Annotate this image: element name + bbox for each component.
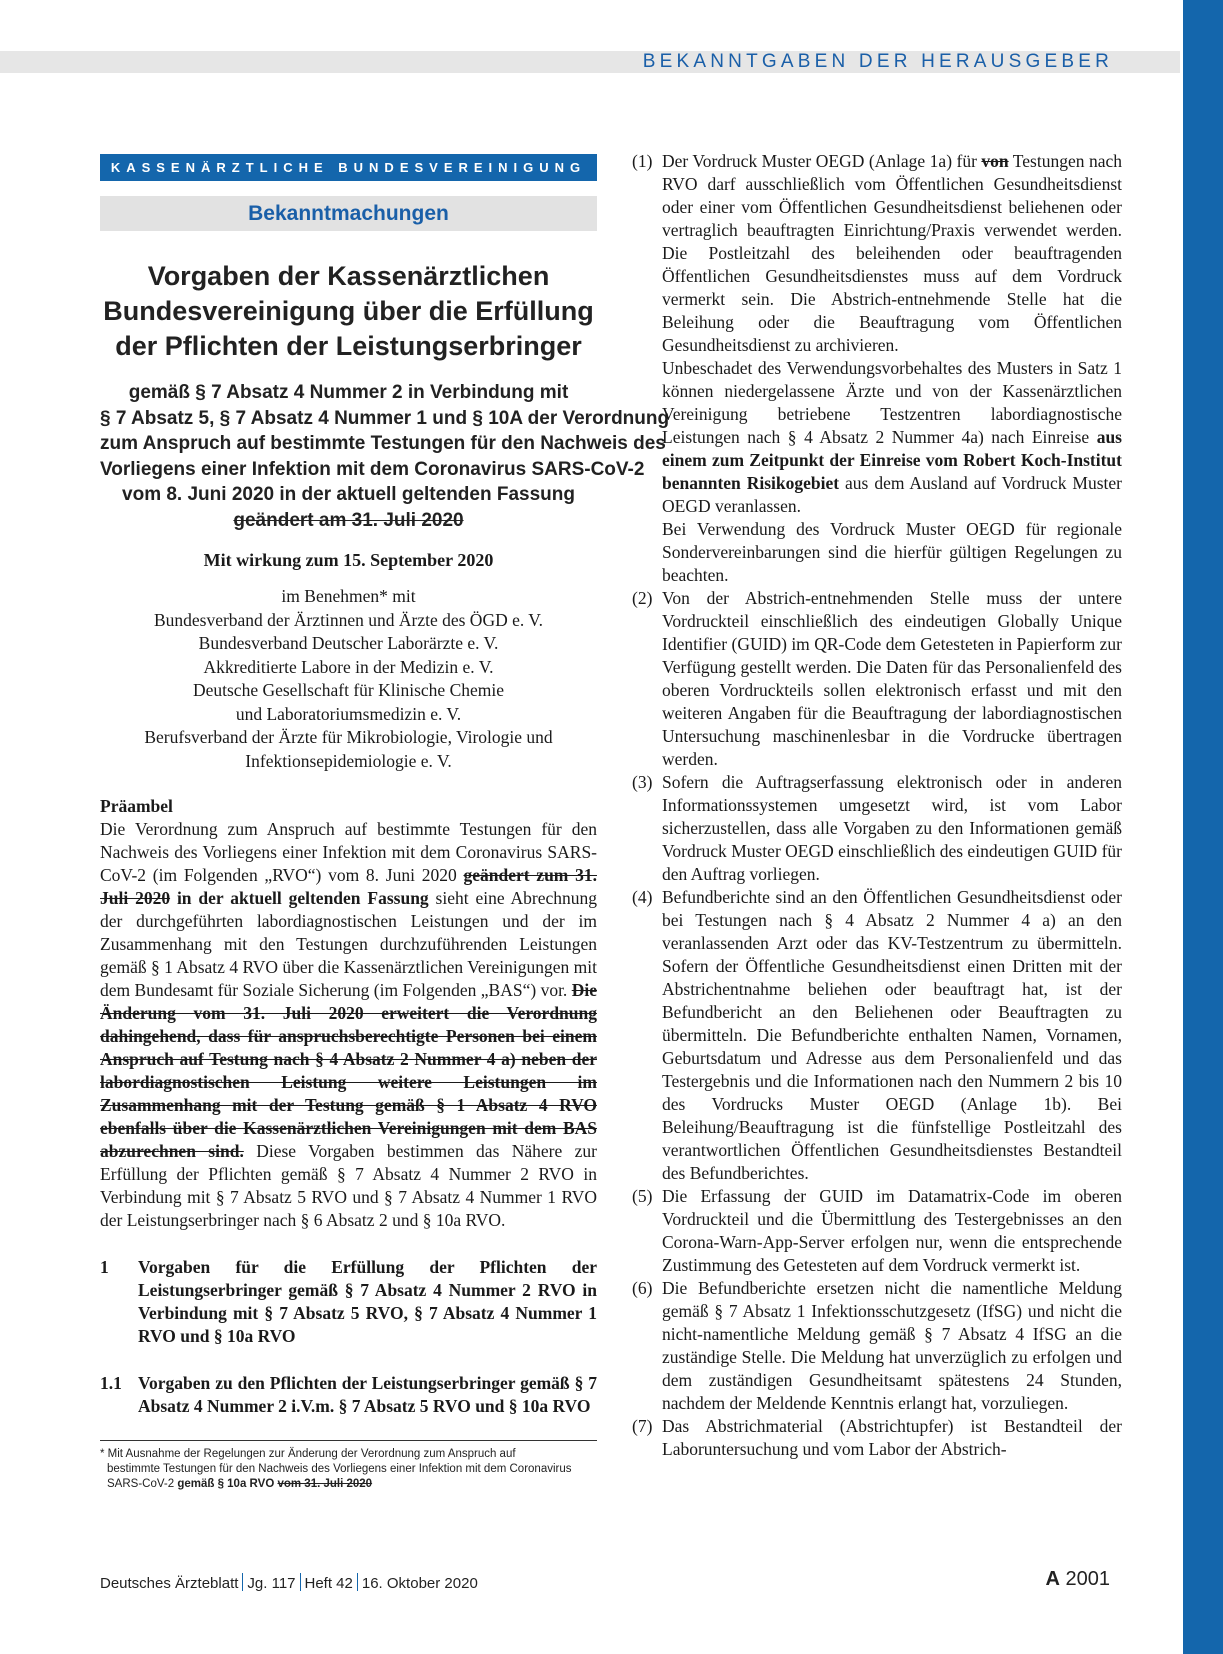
preamble-struck-paragraph: Die Änderung vom 31. Juli 2020 erweitert die Verordnung dahingehend, dass für anspruchsberechtigte Personen bei einem Anspruch auf Testung nach § 4 Absatz 2 Nummer 4 a) neben der labordiagnostischen Leistung weitere Leistungen im Zusammenhang mit der Testung gemäß § 1 Absatz 4 RVO ebenfalls über die Kassenärztlichen Vereinigungen mit dem BAS abzurechnen sind. bbox=[100, 980, 597, 1161]
consultation-list bbox=[100, 585, 597, 773]
consultation-line: Infektionsepidemiologie e. V. bbox=[245, 750, 452, 771]
footnote-divider bbox=[100, 1440, 597, 1441]
category-banner: Bekanntmachungen bbox=[100, 196, 597, 231]
item-paragraph bbox=[662, 357, 1122, 518]
item-number: (6) bbox=[632, 1278, 653, 1298]
journal-volume: Jg. 117 bbox=[247, 1575, 296, 1592]
consultation-line: Deutsche Gesellschaft für Klinische Chemie bbox=[192, 680, 504, 700]
item-number: (2) bbox=[632, 588, 653, 608]
right-column bbox=[632, 150, 1123, 1461]
list-item bbox=[632, 1415, 1122, 1461]
subtitle-line: gemäß § 7 Absatz 4 Nummer 2 in Verbindung mit bbox=[128, 382, 569, 403]
footnote-text: SARS-CoV-2 bbox=[107, 1478, 178, 1490]
consultation-line: Bundesverband der Ärztinnen und Ärzte des ÖGD e. V. bbox=[153, 609, 544, 630]
effective-date: Mit wirkung zum 15. September 2020 bbox=[203, 550, 494, 570]
subtitle-line: § 7 Absatz 5, § 7 Absatz 4 Nummer 1 und § 10A der Verordnung bbox=[100, 407, 670, 429]
consultation-line: und Laboratoriumsmedizin e. V. bbox=[235, 703, 462, 724]
section-heading bbox=[100, 1256, 597, 1348]
list-item bbox=[632, 771, 1122, 886]
item-number: (3) bbox=[632, 772, 653, 792]
preamble-part: Diese Vorgaben bestimmen das Nähere zur Erfüllung der Pflichten gemäß § 7 Absatz 4 Nummer 2 RVO in Verbindung mit § 7 Absatz 5 RVO und § 7 Absatz 4 Nummer 1 RVO der Leistungserbringer nach § 6 Absatz 2 und § 10a RVO. bbox=[100, 1141, 597, 1230]
consultation-line: Bundesverband Deutscher Laborärzte e. V. bbox=[198, 633, 499, 653]
consultation-line: Berufsverband der Ärzte für Mikrobiologie, Virologie und bbox=[144, 727, 553, 747]
list-item bbox=[632, 1185, 1122, 1277]
section-number: 1 bbox=[100, 1257, 109, 1277]
item-struck: von bbox=[981, 151, 1009, 171]
list-item bbox=[632, 150, 1123, 587]
item-bold: aus einem zum Zeitpunkt der Einreise vom Robert Koch-Institut benannten Risikogebiet bbox=[662, 427, 1122, 493]
preamble-text bbox=[100, 818, 597, 1232]
footer-separator bbox=[300, 1573, 301, 1591]
item-text-part: Unbeschadet des Verwendungsvorbehaltes des Musters in Satz 1 können niedergelassene Ärzte und von der Kassenärztlichen Vereinigung betriebene Testzentren labordiagnostische Leistungen nach § 4 Absatz 2 Nummer 4a) nach Einreise bbox=[662, 358, 1122, 447]
preamble-part: sieht eine Abrechnung der durchgeführten labordiagnostischen Leistungen und der im Zusammenhang mit den Testungen durchzuführenden Leistungen gemäß § 1 Absatz 4 RVO über die Kassenärztlichen Vereinigungen mit dem Bundesamt für Soziale Sicherung (im Folgenden „BAS“) vor. bbox=[100, 888, 598, 1000]
page-number bbox=[1045, 1568, 1110, 1591]
preamble-bold: in der aktuell geltenden Fassung bbox=[170, 888, 429, 908]
section-title: Vorgaben zu den Pflichten der Leistungserbringer gemäß § 7 Absatz 4 Nummer 2 i.V.m. § 7 Absatz 5 RVO und § 10a RVO bbox=[138, 1373, 597, 1416]
page-prefix: A bbox=[1045, 1568, 1060, 1590]
item-number: (1) bbox=[632, 151, 653, 171]
item-text: Sofern die Auftragserfassung elektronisch oder in anderen Informationssystemen umgesetzt wird, ist vom Labor sicherzustellen, dass alle Vorgaben zu den Informationen gemäß Vordruck Muster OEGD einschließlich des eindeutigen GUID für den Auftrag vorliegen. bbox=[662, 772, 1122, 884]
article-title bbox=[100, 259, 597, 364]
subtitle-line: vom 8. Juni 2020 in der aktuell geltenden Fassung bbox=[122, 484, 575, 505]
item-text-part: Testungen nach RVO darf ausschließlich vom Öffentlichen Gesundheitsdienst oder einer vom Öffentlichen Gesundheitsdienst beliehenen oder vertraglich beauftragten Einrichtung/Praxis verwendet werden. Die Postleitzahl des beleihenden oder beauftragenden Öffentlichen Gesundheitsdienstes muss auf dem Vordruck vermerkt sein. Die Abstrich-entnehmende Stelle hat die Beleihung oder die Beauftragung vom Öffentlichen Gesundheitsdienst zu archivieren. bbox=[662, 151, 1122, 355]
page-footer bbox=[100, 1573, 478, 1592]
issue-date: 16. Oktober 2020 bbox=[361, 1575, 478, 1592]
item-text bbox=[662, 150, 1122, 587]
item-text-part: Der Vordruck Muster OEGD (Anlage 1a) für bbox=[662, 151, 982, 171]
item-number: (7) bbox=[632, 1416, 653, 1436]
page-value: 2001 bbox=[1065, 1568, 1110, 1590]
item-text: Befundberichte sind an den Öffentlichen Gesundheitsdienst oder bei Testungen nach § 4 Absatz 2 Nummer 4 a) an den veranlassenden Arzt oder das KV-Testzentrum zu übermitteln. Sofern der Öffentliche Gesundheitsdienst einen Dritten mit der Abstrichentnahme beliehen oder beauftragt hat, ist der Befundbericht an den Beliehenen oder Beauftragten zu übermitteln. Die Befundberichte enthalten Namen, Vornamen, Geburtsdatum und Adresse aus dem Personalienfeld und das Testergebnis und die Informationen nach den Nummern 2 bis 10 des Vordrucks Muster OEGD (Anlage 1b). Bei Beleihung/Beauftragung ist die fünfstellige Postleitzahl des verantwortlichen Öffentlichen Gesundheitsdienstes Bestandteil des Befundberichtes. bbox=[662, 887, 1122, 1183]
footnote-struck: vom 31. Juli 2020 bbox=[277, 1478, 373, 1490]
org-banner: KASSENÄRZTLICHE BUNDESVEREINIGUNG bbox=[100, 154, 597, 181]
item-text: Die Erfassung der GUID im Datamatrix-Code im oberen Vordruckteil und die Übermittlung des Testergebnisses an den Corona-Warn-App-Server erfolgen nur, wenn die entsprechende Zustimmung des Getesteten auf dem Vordruck vermerkt ist. bbox=[662, 1186, 1122, 1275]
item-paragraph bbox=[662, 150, 1122, 357]
item-text: Die Befundberichte ersetzen nicht die namentliche Meldung gemäß § 7 Absatz 1 Infektionsschutzgesetz (IfSG) und nicht die nicht-namentliche Meldung gemäß § 7 Absatz 4 IfSG an die zuständige Stelle. Die Meldung hat unverzüglich zu erfolgen und dem zuständigen Gesundheitsamt spätestens 24 Stunden, nachdem der Meldende Kenntnis erlangt hat, vorzuliegen. bbox=[662, 1278, 1122, 1413]
item-number: (5) bbox=[632, 1186, 653, 1206]
section-title: Vorgaben für die Erfüllung der Pflichten der Leistungserbringer gemäß § 7 Absatz 4 Nummer 2 RVO in Verbindung mit § 7 Absatz 5 RVO, § 7 Absatz 4 Nummer 1 RVO und § 10a RVO bbox=[138, 1257, 597, 1346]
item-paragraph: Bei Verwendung des Vordruck Muster OEGD für regionale Sondervereinbarungen sind die hierfür gültigen Regelungen zu beachten. bbox=[662, 519, 1122, 585]
preamble-heading: Präambel bbox=[100, 796, 173, 816]
consultation-line: Akkreditierte Labore in der Medizin e. V. bbox=[203, 656, 494, 677]
footnote-line: * Mit Ausnahme der Regelungen zur Änderung der Verordnung zum Anspruch auf bbox=[100, 1448, 516, 1460]
preamble-part: Die Verordnung zum Anspruch auf bestimmte Testungen für den Nachweis des Vorliegens einer Infektion mit dem Coronavirus SARS-CoV-2 (im Folgenden „RVO“) vom 8. Juni 2020 bbox=[100, 819, 597, 885]
subtitle-line: zum Anspruch auf bestimmte Testungen für den Nachweis des bbox=[100, 433, 666, 454]
footnote-bold: gemäß § 10a RVO bbox=[177, 1478, 275, 1490]
subtitle-line: Vorliegens einer Infektion mit dem Coronavirus SARS-CoV-2 bbox=[100, 458, 645, 480]
footer-separator bbox=[242, 1573, 243, 1591]
item-number: (4) bbox=[632, 887, 653, 907]
title-line: Vorgaben der Kassenärztlichen bbox=[147, 261, 550, 291]
consultation-line: im Benehmen* mit bbox=[281, 586, 416, 606]
section-number: 1.1 bbox=[100, 1373, 122, 1393]
list-item bbox=[632, 886, 1122, 1185]
title-line: Bundesvereinigung über die Erfüllung bbox=[103, 296, 594, 326]
footnote-line bbox=[100, 1477, 597, 1492]
list-item bbox=[632, 1277, 1122, 1415]
right-edge-bar bbox=[1183, 0, 1223, 1654]
left-column bbox=[100, 154, 670, 1492]
list-item bbox=[632, 587, 1122, 771]
footer-separator bbox=[357, 1573, 358, 1591]
footnote bbox=[100, 1447, 597, 1492]
item-text: Von der Abstrich-entnehmenden Stelle muss der untere Vordruckteil einschließlich des eindeutigen Globally Unique Identifier (GUID) im QR-Code dem Getesteten in Papierform zur Verfügung gestellt werden. Die Daten für das Personalienfeld des oberen Vordruckteils sollen elektronisch erfasst und mit den weiteren Angaben für die Beauftragung der labordiagnostischen Untersuchung maschinenlesbar in die Vordrucke übertragen werden. bbox=[662, 588, 1122, 769]
item-text: Das Abstrichmaterial (Abstrichtupfer) ist Bestandteil der Laboruntersuchung und vom Labor der Abstrich- bbox=[662, 1416, 1122, 1459]
title-line: der Pflichten der Leistungserbringer bbox=[115, 331, 582, 361]
subtitle-struck-line: geändert am 31. Juli 2020 bbox=[233, 509, 464, 531]
footnote-line: bestimmte Testungen für den Nachweis des Vorliegens einer Infektion mit dem Coronavirus bbox=[107, 1463, 572, 1475]
section-header: BEKANNTGABEN DER HERAUSGEBER bbox=[642, 51, 1113, 72]
preamble-struck: geändert zum 31. Juli 2020 bbox=[100, 865, 597, 908]
journal-issue: Heft 42 bbox=[304, 1575, 353, 1592]
journal-name: Deutsches Ärzteblatt bbox=[100, 1575, 239, 1592]
article-subtitle bbox=[100, 380, 670, 533]
item-text-part: aus dem Ausland auf Vordruck Muster OEGD veranlassen. bbox=[662, 473, 1123, 516]
section-heading bbox=[100, 1372, 597, 1418]
